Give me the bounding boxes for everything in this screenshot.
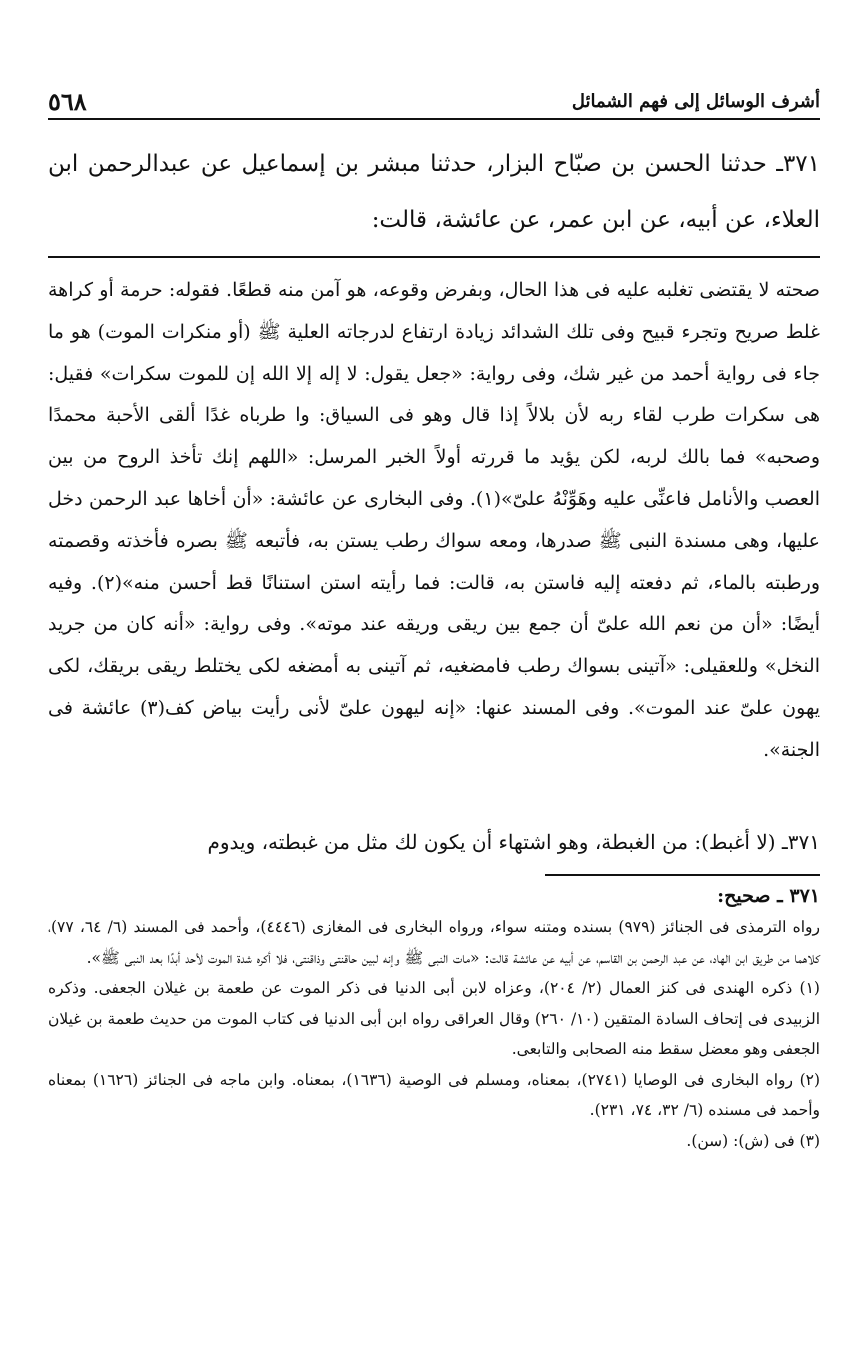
page-number: ٥٦٨ [48,86,87,116]
book-title: أشرف الوسائل إلى فهم الشمائل [571,90,820,112]
gloss-text: ٣٧١ـ (لا أغبط): من الغبطة، وهو اشتهاء أن يكون لك مثل من غبطته، ويدوم [207,830,820,854]
running-header [48,84,820,120]
hadith-text-block [48,136,820,248]
footnote-3: (٣) فى (ش): (سن). [686,1131,820,1150]
commentary-paragraph: صحته لا يقتضى تغلبه عليه فى هذا الحال، وبفرض وقوعه، هو آمن منه قطعًا. فقوله: حرمة أو كراهة غلط صريح وتجرء قبيح وفى تلك الشدائد زيادة ارتفاع لدرجاته العلية ﷺ (أو منكرات الموت) هو ما جاء فى رواية أحمد من غير شك، وفى رواية: «جعل يقول: لا إله إلا الله إن للموت سكرات» فقيل: هى سكرات طرب لقاء ربه لأن بلالاً إذا قال وهو فى السياق: وا طرباه غدًا ألقى الأحبة محمدًا وصحبه» فما بالك لربه، لكن يؤيد ما قررته أولاً الخبر المرسل: «اللهم إنك تأخذ الروح من بين العصب والأنامل فاعنِّى عليه وهَوِّنْهُ علىّ»(١). وفى البخارى عن عائشة: «أن أخاها عبد الرحمن دخل عليها، وهى مسندة النبى ﷺ صدرها، ومعه سواك رطب يستن به، فأتبعه ﷺ بصره فأخذته وقصمته ورطبته بالماء، ثم دفعته إليه فاستن به، قالت: فما رأيته استن استنانًا قط أحسن منه»(٢). وفيه أيضًا: «أن من نعم الله علىّ أن جمع بين ريقى وريقه عند موته». وفى رواية: «أنه كان من جريد النخل» وللعقيلى: «آتينى بسواك رطب فامضغيه، ثم آتينى به أمضغه لكى يختلط ريقى بريقك، لكى يهون علىّ عند الموت». وفى المسند عنها: «إنه ليهون علىّ لأنى رأيت بياض كف(٣) عائشة فى الجنة». [48,279,820,761]
footnote-2: (٢) رواه البخارى فى الوصايا (٢٧٤١)، بمعناه، ومسلم فى الوصية (١٦٣٦)، بمعناه. وابن ماجه فى الجنائز (١٦٢٦) بمعناه وأحمد فى مسنده (٦/ ٣٢، ٧٤، ٢٣١). [48,1070,821,1119]
commentary-block [48,270,820,772]
takhrij-block [48,880,820,1156]
divider-line [48,256,820,258]
takhrij-text: رواه الترمذى فى الجنائز (٩٧٩) بسنده ومتنه سواء، ورواه البخارى فى المغازى (٤٤٤٦)، وأحمد فى المسند (٦/ ٦٤، ٧٧)، كلاهما من طريق ابن الهاد، عن عبد الرحمن بن القاسم، عن أبيه عن عائشة قالت: «مات النبى ﷺ وإنه لبين حاقنتى وذاقنتى، فلا أكره شدة الموت لأحد أبدًا بعد النبى ﷺ». [48,918,821,967]
takhrij-heading: ٣٧١ ـ صحيح: [717,885,820,907]
gloss-block [48,822,820,862]
footnote-1: (١) ذكره الهندى فى كنز العمال (٢/ ٢٠٤)، وعزاه لابن أبى الدنيا فى ذكر الموت عن طعمة بن غيلان الجعفى. وذكره الزبيدى فى إتحاف السادة المتقين (١٠/ ٢٦٠) وقال العراقى رواه ابن أبى الدنيا فى كتاب الموت من حديث طعمة بن غيلان الجعفى وهو معضل سقط منه الصحابى والتابعى. [48,979,820,1058]
hadith-text: ٣٧١ـ حدثنا الحسن بن صبّاح البزار، حدثنا مبشر بن إسماعيل عن عبدالرحمن ابن العلاء، عن أبيه، عن ابن عمر، عن عائشة، قالت: [48,151,820,233]
footnote-divider [545,874,820,876]
